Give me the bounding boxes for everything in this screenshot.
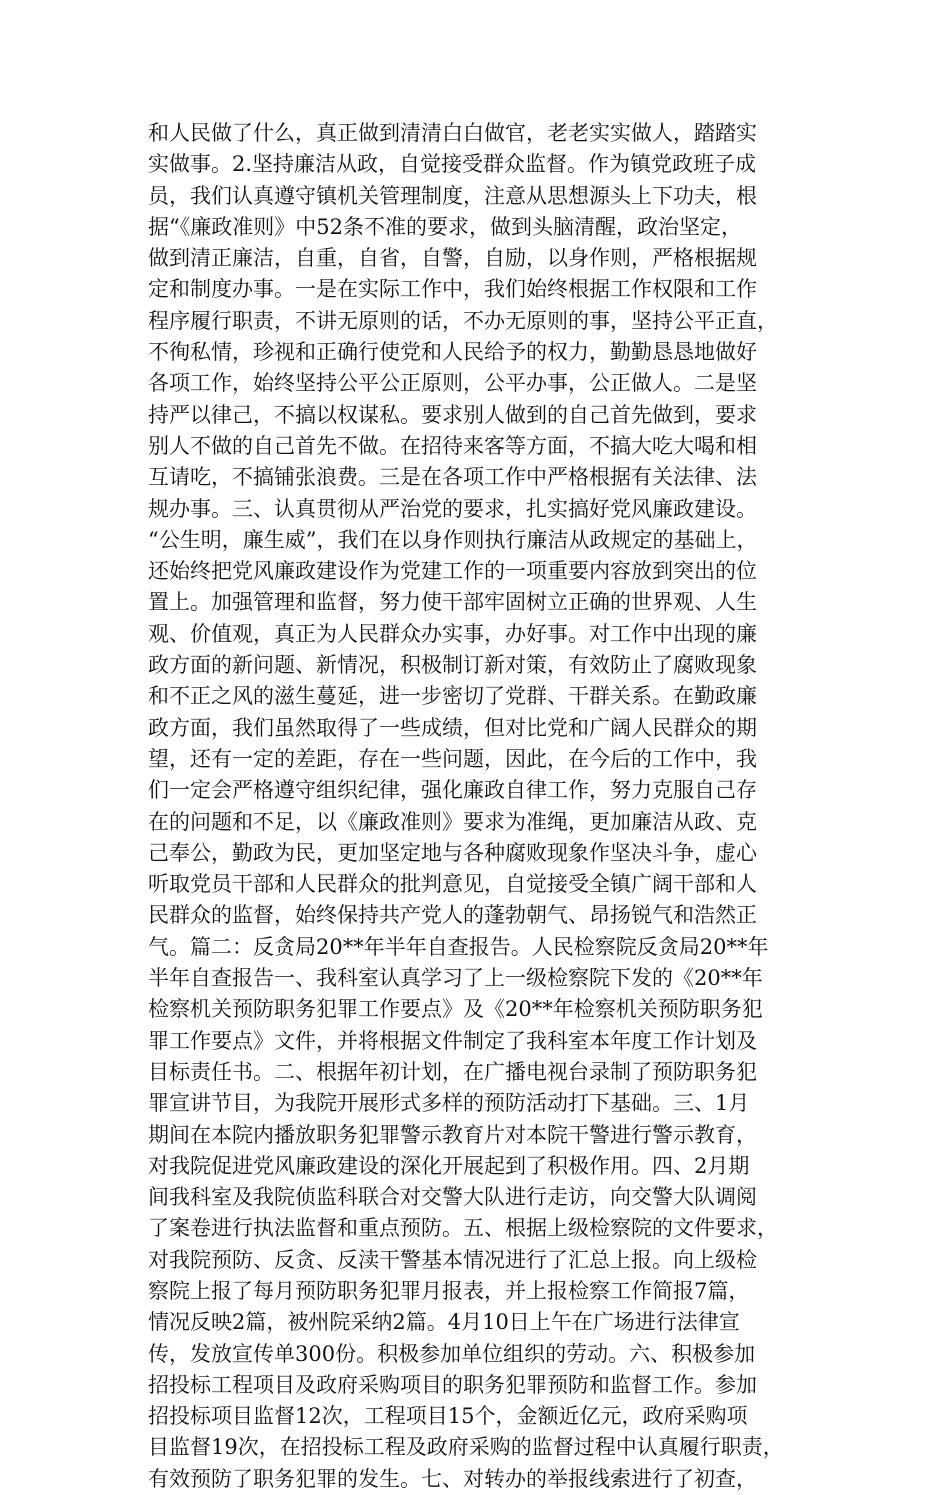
- text-line: 目标责任书。二、根据年初计划，在广播电视台录制了预防职务犯: [148, 1059, 757, 1084]
- text-line: 罪工作要点》文件，并将根据文件制定了我科室本年度工作计划及: [148, 1028, 757, 1053]
- text-line: 了案卷进行执法监督和重点预防。五、根据上级检察院的文件要求，: [148, 1216, 778, 1241]
- text-line: 规办事。三、认真贯彻从严治党的要求，扎实搞好党风廉政建设。: [148, 496, 757, 521]
- text-line: 们一定会严格遵守组织纪律，强化廉政自律工作，努力克服自己存: [148, 778, 757, 803]
- text-line: 目监督19次，在招投标工程及政府采购的监督过程中认真履行职责，: [148, 1435, 784, 1460]
- text-line: 置上。加强管理和监督，努力使干部牢固树立正确的世界观、人生: [148, 590, 757, 615]
- text-line: 各项工作，始终坚持公平公正原则，公平办事，公正做人。二是坚: [148, 371, 757, 396]
- text-line: 罪宣讲节目，为我院开展形式多样的预防活动打下基础。三、1月: [148, 1091, 750, 1116]
- text-line: 招投标工程项目及政府采购项目的职务犯罪预防和监督工作。参加: [148, 1372, 757, 1397]
- text-line: 定和制度办事。一是在实际工作中，我们始终根据工作权限和工作: [148, 277, 757, 302]
- text-line: 半年自查报告一、我科室认真学习了上一级检察院下发的《20**年: [148, 966, 763, 991]
- text-line: 做到清正廉洁，自重，自省，自警，自励，以身作则，严格根据规: [148, 246, 757, 271]
- text-line: 政方面的新问题、新情况，积极制订新对策，有效防止了腐败现象: [148, 653, 757, 678]
- text-line: 和不正之风的滋生蔓延，进一步密切了党群、干群关系。在勤政廉: [148, 684, 757, 709]
- text-line: 对我院预防、反贪、反渎干警基本情况进行了汇总上报。向上级检: [148, 1247, 757, 1272]
- body-text: [148, 118, 828, 1495]
- text-line: 传，发放宣传单300份。积极参加单位组织的劳动。六、积极参加: [148, 1341, 756, 1366]
- text-line: 据“《廉政准则》中52条不准的要求，做到头脑清醒，政治坚定，: [148, 214, 742, 239]
- text-line: 招投标项目监督12次，工程项目15个，金额近亿元，政府采购项: [148, 1404, 748, 1429]
- text-line: 民群众的监督，始终保持共产党人的蓬勃朝气、昂扬锐气和浩然正: [148, 903, 757, 928]
- text-line: 情况反映2篇，被州院采纳2篇。4月10日上午在广场进行法律宣: [148, 1310, 740, 1335]
- text-line: 和人民做了什么，真正做到清清白白做官，老老实实做人，踏踏实: [148, 121, 757, 145]
- text-line: 在的问题和不足，以《廉政准则》要求为准绳，更加廉洁从政、克: [148, 809, 757, 834]
- text-line: 员，我们认真遵守镇机关管理制度，注意从思想源头上下功夫，根: [148, 183, 757, 208]
- text-line: 互请吃，不搞铺张浪费。三是在各项工作中严格根据有关法律、法: [148, 465, 757, 490]
- text-line: 观、价值观，真正为人民群众办实事，办好事。对工作中出现的廉: [148, 621, 757, 646]
- text-line: 气。篇二：反贪局20**年半年自查报告。人民检察院反贪局20**年: [148, 934, 769, 959]
- text-line: 别人不做的自己首先不做。在招待来客等方面，不搞大吃大喝和相: [148, 433, 757, 458]
- text-line: 还始终把党风廉政建设作为党建工作的一项重要内容放到突出的位: [148, 559, 757, 584]
- text-line: 政方面，我们虽然取得了一些成绩，但对比党和广阔人民群众的期: [148, 715, 757, 740]
- text-line: 程序履行职责，不讲无原则的话，不办无原则的事，坚持公平正直，: [148, 308, 778, 333]
- text-line: 有效预防了职务犯罪的发生。七、对转办的举报线索进行了初查，: [148, 1466, 757, 1491]
- text-line: 间我科室及我院侦监科联合对交警大队进行走访，向交警大队调阅: [148, 1185, 757, 1210]
- text-line: 望，还有一定的差距，存在一些问题，因此，在今后的工作中，我: [148, 746, 757, 771]
- text-line: 听取党员干部和人民群众的批判意见，自觉接受全镇广阔干部和人: [148, 872, 757, 897]
- text-line: 察院上报了每月预防职务犯罪月报表，并上报检察工作简报7篇，: [148, 1278, 750, 1303]
- text-line: 期间在本院内播放职务犯罪警示教育片对本院干警进行警示教育，: [148, 1122, 757, 1147]
- text-line: 持严以律己，不搞以权谋私。要求别人做到的自己首先做到，要求: [148, 402, 757, 427]
- text-line: 检察机关预防职务犯罪工作要点》及《20**年检察机关预防职务犯: [148, 997, 763, 1022]
- text-line: “公生明，廉生威”，我们在以身作则执行廉洁从政规定的基础上，: [148, 527, 758, 552]
- text-line: 不徇私情，珍视和正确行使党和人民给予的权力，勤勤恳恳地做好: [148, 340, 757, 365]
- text-line: 对我院促进党风廉政建设的深化开展起到了积极作用。四、2月期: [148, 1153, 750, 1178]
- text-line: 己奉公，勤政为民，更加坚定地与各种腐败现象作坚决斗争，虚心: [148, 840, 757, 865]
- text-line: 实做事。2.坚持廉洁从政，自觉接受群众监督。作为镇党政班子成: [148, 152, 757, 177]
